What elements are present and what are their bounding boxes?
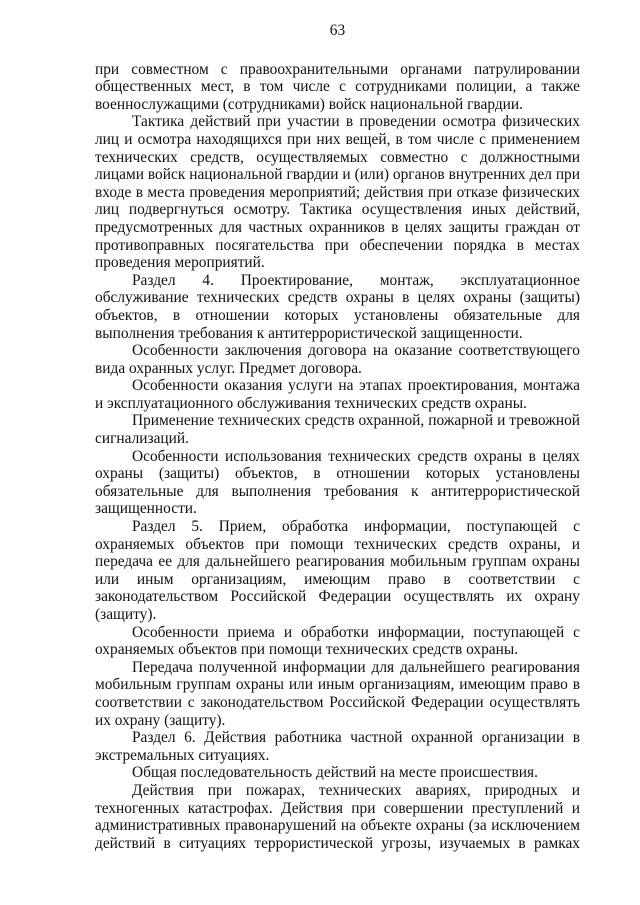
paragraph: Применение технических средств охранной, пожарной и тревожной сигнализаций. <box>95 412 580 448</box>
paragraph: при совместном с правоохранительными органами патрулировании общественных мест, в том числе с сотрудниками полиции, а также военнослужащими (сотрудниками) войск национальной гвардии. <box>95 60 580 113</box>
paragraph: Раздел 4. Проектирование, монтаж, эксплуатационное обслуживание технических средств охраны в целях охраны (защиты) объектов, в отношении которых установлены обязательные для выполнения требования к антитеррористической защищенности. <box>95 271 580 342</box>
paragraph: Особенности использования технических средств охраны в целях охраны (защиты) объектов, в отношении которых установлены обязательные для выполнения требования к антитеррористической защищенности. <box>95 447 580 518</box>
paragraph: Особенности оказания услуги на этапах проектирования, монтажа и эксплуатационного обслуживания технических средств охраны. <box>95 377 580 412</box>
paragraph: Особенности заключения договора на оказание соответствующего вида охранных услуг. Предмет договора. <box>95 342 580 377</box>
paragraph: Общая последовательность действий на месте происшествия. <box>132 764 538 782</box>
paragraph: Тактика действий при участии в проведении осмотра физических лиц и осмотра находящихся при них вещей, в том числе с применением технических средств, осуществляемых совместно с должностными лицами войск национальной гвардии и (или) органов внутренних дел при входе в места проведения мероприятий; действия при отказе физических лиц подвергнуться осмотру. Тактика осуществления иных действий, предусмотренных для частных охранников в целях защиты граждан от противоправных посягательства при обеспечении порядка в местах проведения мероприятий. <box>95 113 580 272</box>
paragraph: Действия при пожарах, технических авариях, природных и техногенных катастрофах. Действия при совершении преступлений и административных правонарушений на объекте охраны (за исключением действий в ситуациях террористической угрозы, изучаемых в рамках <box>95 781 580 852</box>
paragraph: Особенности приема и обработки информации, поступающей с охраняемых объектов при помощи технических средств охраны. <box>95 623 580 659</box>
page-number: 63 <box>329 22 346 39</box>
paragraph: Раздел 6. Действия работника частной охранной организации в экстремальных ситуациях. <box>95 729 580 764</box>
paragraph: Раздел 5. Прием, обработка информации, поступающей с охраняемых объектов при помощи технических средств охраны, и передача ее для дальнейшего реагирования мобильным группам охраны или иным организациям, имеющим право в соответствии с законодательством Российской Федерации осуществлять их охрану (защиту). <box>95 518 580 623</box>
paragraph: Передача полученной информации для дальнейшего реагирования мобильным группам охраны или иным организациям, имеющим право в соответствии с законодательством Российской Федерации осуществлять их охрану (защиту). <box>95 658 580 729</box>
